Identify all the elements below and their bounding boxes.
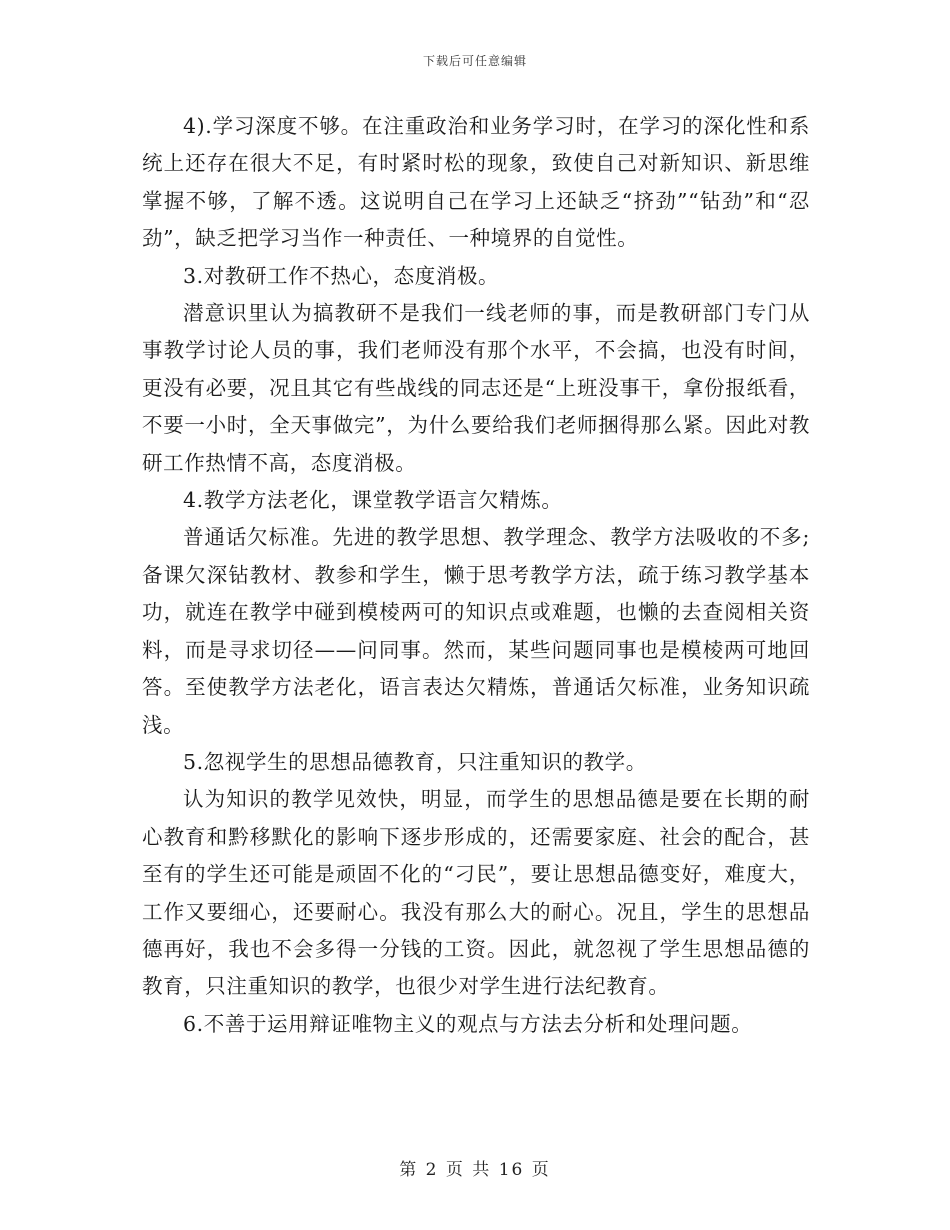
paragraph-moral-education: 认为知识的教学见效快，明显，而学生的思想品德是要在长期的耐心教育和黔移默化的影响下逐步形成的，还需要家庭、社会的配合，甚至有的学生还可能是顽固不化的“刁民”，要让思想品德变好，难度大，工作又要细心，还要耐心。我没有那么大的耐心。况且，学生的思想品德再好，我也不会多得一分钱的工资。因此，就忽视了学生思想品德的教育，只注重知识的教学，也很少对学生进行法纪教育。 xyxy=(142,787,810,999)
page-header: 下载后可任意编辑 xyxy=(422,54,527,68)
heading-dialectical-materialism: 6.不善于运用辩证唯物主义的观点与方法去分析和处理问题。 xyxy=(183,1011,753,1036)
heading-teaching-methods: 4.教学方法老化，课堂教学语言欠精炼。 xyxy=(183,488,563,513)
paragraph-teaching-methods: 普通话欠标准。先进的教学思想、教学理念、教学方法吸收的不多;备课欠深钻教材、教参和学生，懒于思考教学方法，疏于练习教学基本功，就连在教学中碰到模棱两可的知识点或难题，也懒的去查阅相关资料，而是寻求切径——问同事。然而，某些问题同事也是模棱两可地回答。至使教学方法老化，语言表达欠精炼，普通话欠标准，业务知识疏浅。 xyxy=(142,525,810,737)
heading-teaching-research: 3.对教研工作不热心，态度消极。 xyxy=(183,263,500,288)
page-number: 第 2 页 共 16 页 xyxy=(399,1160,551,1180)
heading-moral-education: 5.忽视学生的思想品德教育，只注重知识的教学。 xyxy=(183,749,647,774)
paragraph-study-depth: 4).学习深度不够。在注重政治和业务学习时，在学习的深化性和系统上还存在很大不足，有时紧时松的现象，致使自己对新知识、新思维掌握不够，了解不透。这说明自己在学习上还缺乏“挤劲”“钻劲”和“忍劲”，缺乏把学习当作一种责任、一种境界的自觉性。 xyxy=(142,114,810,251)
document-body xyxy=(142,108,810,1043)
paragraph-teaching-research: 潜意识里认为搞教研不是我们一线老师的事，而是教研部门专门从事教学讨论人员的事，我们老师没有那个水平，不会搞，也没有时间，更没有必要，况且其它有些战线的同志还是“上班没事干，拿份报纸看，不要一小时，全天事做完”，为什么要给我们老师捆得那么紧。因此对教研工作热情不高，态度消极。 xyxy=(142,301,810,475)
